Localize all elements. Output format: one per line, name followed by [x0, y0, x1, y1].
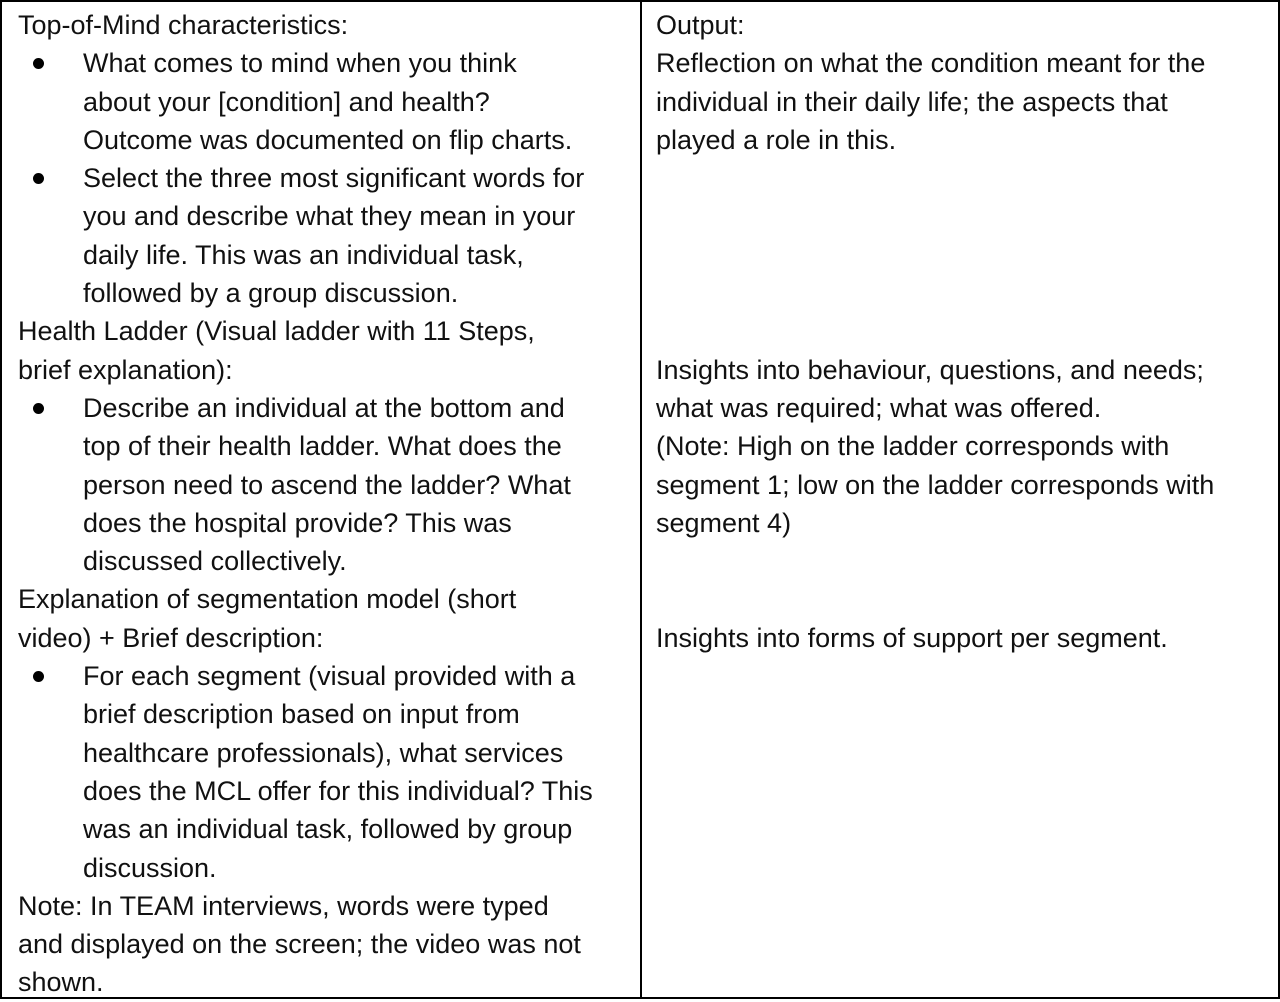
spacer	[656, 312, 1272, 350]
right-column-cell	[642, 2, 1278, 997]
bullet-item	[18, 159, 634, 312]
bullet-text: For each segment (visual provided with a brief description based on input from healthcare professionals), what services does the MCL offer for this individual? This was an individual task, followed by group discussion.	[83, 661, 593, 883]
spacer	[656, 236, 1272, 274]
spacer	[656, 197, 1272, 235]
bullet-text: Describe an individual at the bottom and top of their health ladder. What does the person need to ascend the ladder? What does the hospital provide? This was discussed collectively.	[83, 392, 571, 577]
health-ladder-heading: Health Ladder (Visual ladder with 11 Steps, brief explanation):	[18, 316, 535, 385]
bullet-icon	[18, 389, 83, 427]
bullet-item	[18, 389, 634, 580]
top-of-mind-heading: Top-of-Mind characteristics:	[18, 10, 349, 40]
output-reflection: Reflection on what the condition meant for the individual in their daily life; the aspects that played a role in this.	[656, 48, 1206, 155]
bullet-icon	[18, 44, 83, 82]
bullet-text: Select the three most significant words for you and describe what they mean in your daily life. This was an individual task, followed by a group discussion.	[83, 163, 585, 309]
spacer	[656, 274, 1272, 312]
spacer	[656, 159, 1272, 197]
output-insights-behaviour: Insights into behaviour, questions, and needs; what was required; what was offered. (Note: High on the ladder corresponds with segment 1; low on the ladder corresponds with segment 4)	[656, 354, 1215, 538]
spacer	[656, 580, 1272, 618]
left-column-cell	[2, 2, 642, 997]
spacer	[656, 542, 1272, 580]
segmentation-heading: Explanation of segmentation model (short video) + Brief description:	[18, 584, 517, 653]
output-heading: Output:	[656, 10, 745, 40]
bullet-text: What comes to mind when you think about your [condition] and health? Outcome was documented on flip charts.	[83, 48, 573, 155]
bullet-item	[18, 657, 634, 887]
output-insights-support: Insights into forms of support per segment.	[656, 622, 1168, 653]
team-interviews-note: Note: In TEAM interviews, words were typed and displayed on the screen; the video was not shown.	[18, 890, 581, 998]
bullet-item	[18, 44, 634, 159]
bullet-icon	[18, 159, 83, 197]
bullet-icon	[18, 657, 83, 695]
